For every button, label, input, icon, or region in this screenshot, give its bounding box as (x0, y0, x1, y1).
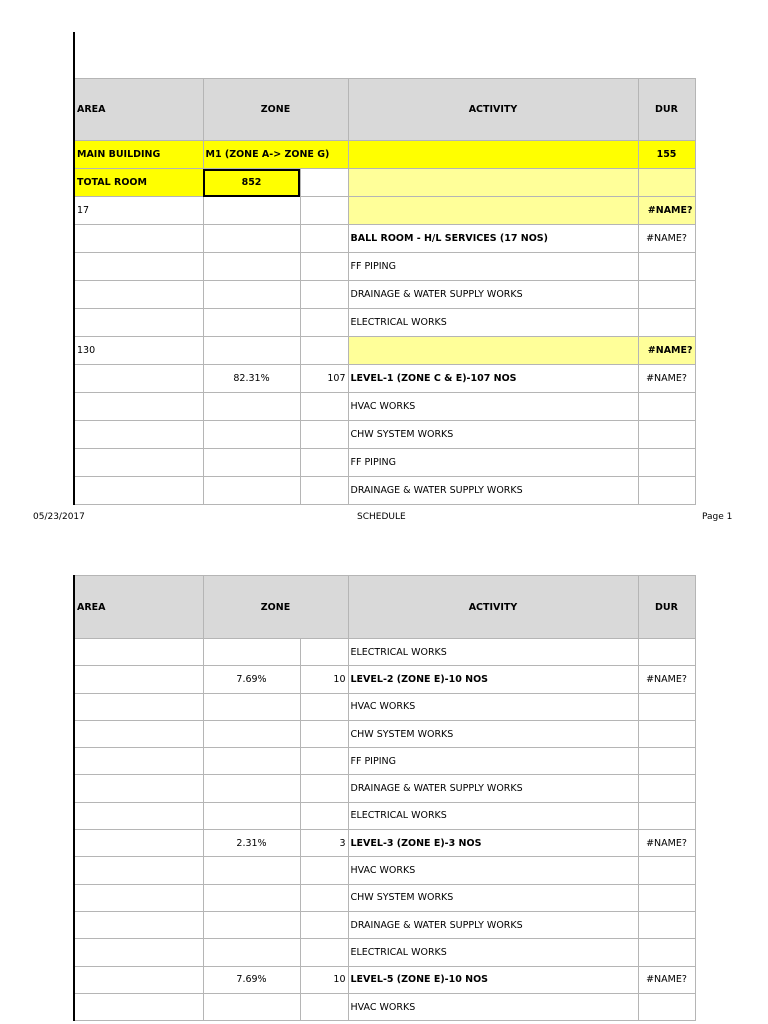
zone-percent-cell[interactable] (203, 639, 300, 666)
header-dur: DUR (638, 79, 695, 141)
zone-percent-cell[interactable] (203, 911, 300, 938)
area-cell[interactable] (74, 225, 203, 253)
activity-cell[interactable]: DRAINAGE & WATER SUPPLY WORKS (348, 775, 638, 802)
area-cell[interactable]: 17 (74, 197, 203, 225)
activity-cell[interactable]: DRAINAGE & WATER SUPPLY WORKS (348, 477, 638, 505)
room-count-cell[interactable] (300, 748, 348, 775)
activity-cell[interactable]: CHW SYSTEM WORKS (348, 884, 638, 911)
zone-percent-cell[interactable] (203, 748, 300, 775)
footer-title: SCHEDULE (357, 512, 406, 522)
schedule-row (74, 639, 695, 666)
area-cell[interactable] (74, 253, 203, 281)
duration-cell[interactable] (638, 802, 695, 829)
schedule-table-page-2 (73, 575, 696, 1021)
header-dur: DUR (638, 576, 695, 639)
area-cell[interactable] (74, 693, 203, 720)
area-cell[interactable]: 130 (74, 337, 203, 365)
activity-cell[interactable]: ELECTRICAL WORKS (348, 309, 638, 337)
duration-cell[interactable]: #NAME? (638, 225, 695, 253)
zone-percent-cell[interactable] (203, 720, 300, 747)
total-room-label[interactable]: TOTAL ROOM (74, 169, 203, 197)
header-activity: ACTIVITY (348, 576, 638, 639)
activity-cell[interactable]: LEVEL-2 (ZONE E)-10 NOS (348, 666, 638, 693)
schedule-row (74, 337, 695, 365)
zone-percent-cell[interactable] (203, 802, 300, 829)
header-area: AREA (74, 79, 203, 141)
total-room-row (74, 169, 695, 197)
schedule-row (74, 197, 695, 225)
duration-cell[interactable] (638, 911, 695, 938)
zone-percent-cell[interactable] (203, 693, 300, 720)
room-count-cell[interactable] (300, 477, 348, 505)
room-count-cell[interactable] (300, 911, 348, 938)
room-count-cell[interactable] (300, 225, 348, 253)
room-count-cell[interactable] (300, 802, 348, 829)
activity-cell[interactable]: FF PIPING (348, 253, 638, 281)
room-count-cell[interactable]: 10 (300, 666, 348, 693)
area-cell[interactable] (74, 939, 203, 966)
duration-cell[interactable]: #NAME? (638, 197, 695, 225)
room-count-cell[interactable] (300, 775, 348, 802)
area-cell[interactable] (74, 421, 203, 449)
zone-percent-cell[interactable] (203, 253, 300, 281)
activity-cell[interactable]: FF PIPING (348, 748, 638, 775)
zone-percent-cell[interactable] (203, 337, 300, 365)
header-zone: ZONE (203, 79, 348, 141)
zone-percent-cell[interactable] (203, 449, 300, 477)
duration-cell[interactable]: #NAME? (638, 830, 695, 857)
room-count-cell[interactable] (300, 857, 348, 884)
area-cell[interactable] (74, 884, 203, 911)
duration-cell[interactable] (638, 720, 695, 747)
duration-cell[interactable] (638, 477, 695, 505)
schedule-row (74, 309, 695, 337)
area-cell[interactable] (74, 993, 203, 1020)
activity-cell[interactable]: ELECTRICAL WORKS (348, 939, 638, 966)
duration-cell[interactable] (638, 421, 695, 449)
activity-cell[interactable]: CHW SYSTEM WORKS (348, 720, 638, 747)
area-cell[interactable] (74, 365, 203, 393)
area-cell[interactable] (74, 911, 203, 938)
schedule-row (74, 884, 695, 911)
zone-percent-cell[interactable]: 2.31% (203, 830, 300, 857)
room-count-cell[interactable]: 3 (300, 830, 348, 857)
schedule-row (74, 225, 695, 253)
area-cell[interactable] (74, 639, 203, 666)
zone-percent-cell[interactable] (203, 281, 300, 309)
schedule-row (74, 477, 695, 505)
duration-cell[interactable] (638, 748, 695, 775)
schedule-row (74, 449, 695, 477)
area-cell[interactable] (74, 309, 203, 337)
header-zone: ZONE (203, 576, 348, 639)
activity-cell[interactable]: FF PIPING (348, 449, 638, 477)
duration-cell[interactable] (638, 253, 695, 281)
schedule-row (74, 802, 695, 829)
area-cell[interactable] (74, 966, 203, 993)
schedule-row (74, 775, 695, 802)
duration-cell[interactable] (638, 857, 695, 884)
schedule-row (74, 966, 695, 993)
duration-cell[interactable]: #NAME? (638, 365, 695, 393)
total-room-activity-cell[interactable] (348, 169, 638, 197)
room-count-cell[interactable] (300, 939, 348, 966)
schedule-row (74, 993, 695, 1020)
room-count-cell[interactable] (300, 337, 348, 365)
area-cell[interactable] (74, 775, 203, 802)
activity-cell[interactable]: ELECTRICAL WORKS (348, 802, 638, 829)
duration-cell[interactable] (638, 309, 695, 337)
zone-percent-cell[interactable] (203, 225, 300, 253)
title-blank-row (74, 32, 695, 79)
duration-cell[interactable] (638, 281, 695, 309)
area-cell[interactable] (74, 477, 203, 505)
schedule-row (74, 253, 695, 281)
footer-page-number: Page 1 (702, 512, 733, 522)
room-count-cell[interactable]: 10 (300, 966, 348, 993)
duration-cell[interactable] (638, 449, 695, 477)
activity-cell[interactable]: HVAC WORKS (348, 993, 638, 1020)
summary-dur[interactable]: 155 (638, 141, 695, 169)
activity-cell[interactable]: HVAC WORKS (348, 857, 638, 884)
area-cell[interactable] (74, 281, 203, 309)
duration-cell[interactable]: #NAME? (638, 666, 695, 693)
room-count-cell[interactable] (300, 421, 348, 449)
summary-zone[interactable]: M1 (ZONE A-> ZONE G) (203, 141, 348, 169)
zone-percent-cell[interactable] (203, 197, 300, 225)
header-row (74, 576, 695, 639)
schedule-row (74, 911, 695, 938)
room-count-cell[interactable] (300, 253, 348, 281)
zone-percent-cell[interactable]: 82.31% (203, 365, 300, 393)
schedule-row (74, 693, 695, 720)
area-cell[interactable] (74, 666, 203, 693)
activity-cell[interactable]: DRAINAGE & WATER SUPPLY WORKS (348, 281, 638, 309)
room-count-cell[interactable] (300, 197, 348, 225)
schedule-row (74, 421, 695, 449)
room-count-cell[interactable] (300, 281, 348, 309)
schedule-row (74, 830, 695, 857)
total-room-count-cell[interactable] (300, 169, 348, 197)
duration-cell[interactable] (638, 693, 695, 720)
activity-cell[interactable]: CHW SYSTEM WORKS (348, 421, 638, 449)
schedule-row (74, 393, 695, 421)
schedule-row (74, 365, 695, 393)
summary-row (74, 141, 695, 169)
area-cell[interactable] (74, 857, 203, 884)
activity-cell[interactable]: HVAC WORKS (348, 693, 638, 720)
room-count-cell[interactable] (300, 693, 348, 720)
zone-percent-cell[interactable]: 7.69% (203, 666, 300, 693)
schedule-row (74, 748, 695, 775)
summary-area[interactable]: MAIN BUILDING (74, 141, 203, 169)
zone-percent-cell[interactable] (203, 775, 300, 802)
zone-percent-cell[interactable] (203, 421, 300, 449)
activity-cell[interactable]: LEVEL-1 (ZONE C & E)-107 NOS (348, 365, 638, 393)
total-room-dur-cell[interactable] (638, 169, 695, 197)
area-cell[interactable] (74, 393, 203, 421)
duration-cell[interactable] (638, 393, 695, 421)
activity-cell[interactable]: BALL ROOM - H/L SERVICES (17 NOS) (348, 225, 638, 253)
activity-cell[interactable]: ELECTRICAL WORKS (348, 639, 638, 666)
area-cell[interactable] (74, 748, 203, 775)
activity-cell[interactable]: LEVEL-5 (ZONE E)-10 NOS (348, 966, 638, 993)
duration-cell[interactable] (638, 884, 695, 911)
room-count-cell[interactable] (300, 884, 348, 911)
zone-percent-cell[interactable] (203, 939, 300, 966)
total-room-value[interactable]: 852 (203, 169, 300, 197)
room-count-cell[interactable] (300, 449, 348, 477)
schedule-row (74, 666, 695, 693)
room-count-cell[interactable] (300, 720, 348, 747)
room-count-cell[interactable] (300, 639, 348, 666)
room-count-cell[interactable] (300, 309, 348, 337)
zone-percent-cell[interactable] (203, 884, 300, 911)
area-cell[interactable] (74, 449, 203, 477)
room-count-cell[interactable] (300, 393, 348, 421)
area-cell[interactable] (74, 720, 203, 747)
schedule-row (74, 720, 695, 747)
area-cell[interactable] (74, 802, 203, 829)
footer-date: 05/23/2017 (33, 512, 85, 522)
duration-cell[interactable] (638, 939, 695, 966)
activity-cell[interactable] (348, 337, 638, 365)
schedule-row (74, 281, 695, 309)
duration-cell[interactable] (638, 639, 695, 666)
room-count-cell[interactable]: 107 (300, 365, 348, 393)
zone-percent-cell[interactable] (203, 393, 300, 421)
schedule-row (74, 939, 695, 966)
zone-percent-cell[interactable] (203, 309, 300, 337)
zone-percent-cell[interactable] (203, 857, 300, 884)
header-activity: ACTIVITY (348, 79, 638, 141)
activity-cell[interactable]: LEVEL-3 (ZONE E)-3 NOS (348, 830, 638, 857)
area-cell[interactable] (74, 830, 203, 857)
summary-activity[interactable] (348, 141, 638, 169)
activity-cell[interactable]: DRAINAGE & WATER SUPPLY WORKS (348, 911, 638, 938)
header-row (74, 79, 695, 141)
duration-cell[interactable]: #NAME? (638, 966, 695, 993)
room-count-cell[interactable] (300, 993, 348, 1020)
duration-cell[interactable]: #NAME? (638, 337, 695, 365)
activity-cell[interactable] (348, 197, 638, 225)
activity-cell[interactable]: HVAC WORKS (348, 393, 638, 421)
zone-percent-cell[interactable] (203, 477, 300, 505)
schedule-row (74, 857, 695, 884)
duration-cell[interactable] (638, 993, 695, 1020)
schedule-table-page-1 (73, 32, 696, 505)
duration-cell[interactable] (638, 775, 695, 802)
header-area: AREA (74, 576, 203, 639)
zone-percent-cell[interactable] (203, 993, 300, 1020)
zone-percent-cell[interactable]: 7.69% (203, 966, 300, 993)
